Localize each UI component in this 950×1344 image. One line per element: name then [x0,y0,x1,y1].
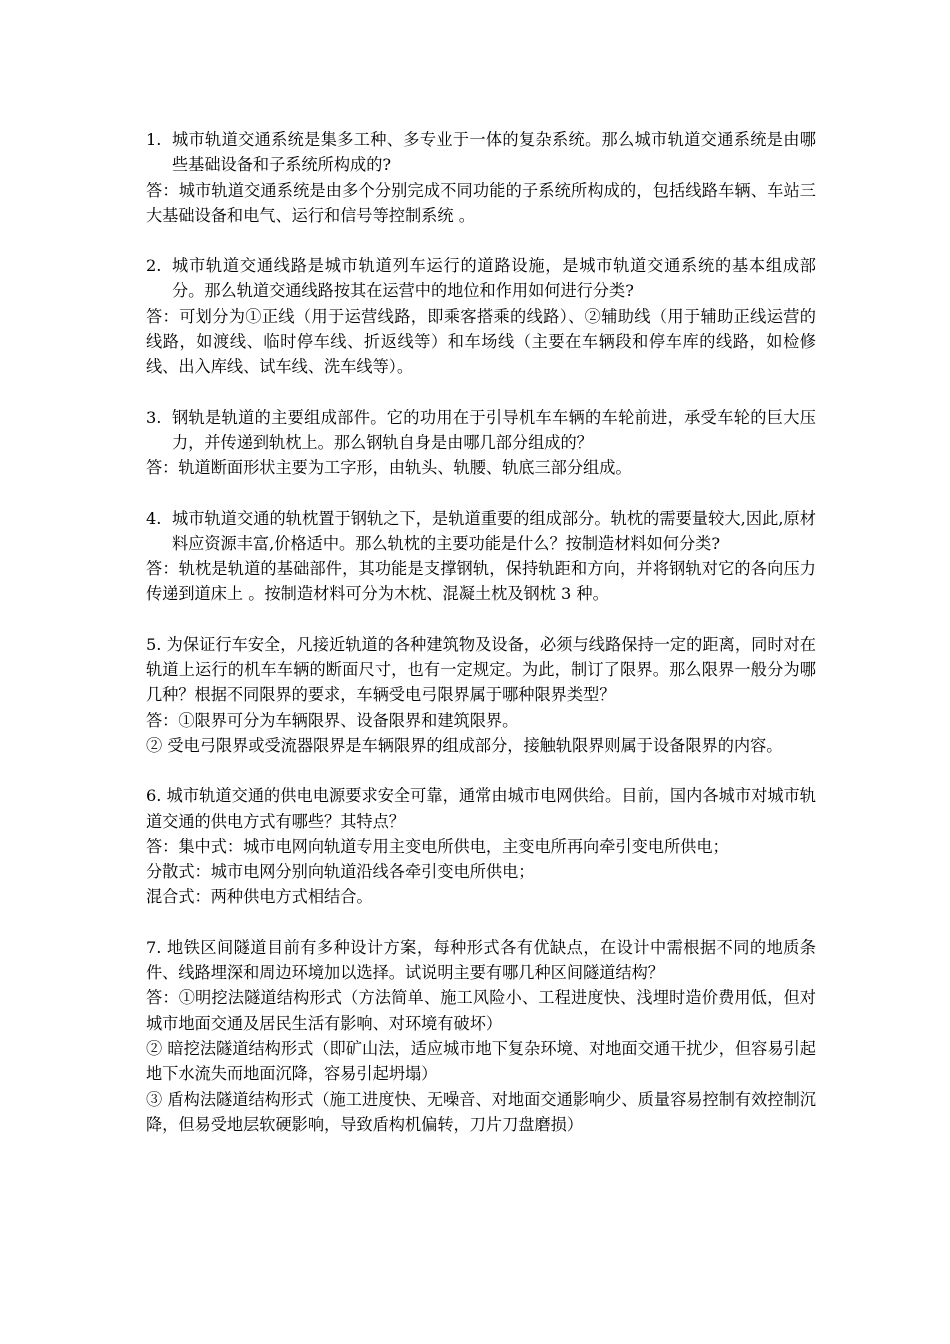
answer-1: 答：城市轨道交通系统是由多个分别完成不同功能的子系统所构成的，包括线路车辆、车站三大基础设备和电气、运行和信号等控制系统 。 [146,180,816,225]
answer-7-line: ③ 盾构法隧道结构形式（施工进度快、无噪音、对地面交通影响少、质量容易控制有效控制沉降，但易受地层软硬影响，导致盾构机偏转，刀片刀盘磨损） [146,1089,816,1134]
answer-5-point-2: ② 受电弓限界或受流器限界是车辆限界的组成部分，接触轨限界则属于设备限界的内容。 [146,735,783,755]
question-number: 4. [146,508,162,528]
answer-2: 答：可划分为①正线（用于运营线路，即乘客搭乘的线路）、②辅助线（用于辅助正线运营的线路，如渡线、临时停车线、折返线等）和车场线（主要在车辆段和停车库的线路，如检修线、出入库线、试车线、洗车线等）。 [146,306,816,377]
question-text: 城市轨道交通的轨枕置于钢轨之下，是轨道重要的组成部分。轨枕的需要量较大,因此,原材料应资源丰富,价格适中。那么轨枕的主要功能是什么？按制造材料如何分类? [172,508,816,553]
answer-5: 答：①限界可分为车辆限界、设备限界和建筑限界。 [146,710,519,730]
question-6: 6. 城市轨道交通的供电电源要求安全可靠，通常由城市电网供给。目前，国内各城市对城市轨道交通的供电方式有哪些？其特点？ [146,786,816,831]
question-text: 城市轨道交通线路是城市轨道列车运行的道路设施，是城市轨道交通系统的基本组成部分。那么轨道交通线路按其在运营中的地位和作用如何进行分类? [172,256,816,301]
question-number: 1. [146,130,162,149]
question-number: 2. [146,256,162,276]
answer-7-line: ② 暗挖法隧道结构形式（即矿山法，适应城市地下复杂环境、对地面交通干扰少，但容易引起地下水流失而地面沉降，容易引起坍塌） [146,1038,816,1084]
question-text: 城市轨道交通系统是集多工种、多专业于一体的复杂系统。那么城市轨道交通系统是由哪些基础设备和子系统所构成的? [172,130,816,175]
question-number: 3. [146,407,162,427]
question-2 [146,253,816,304]
qa-list [146,127,816,1137]
question-1 [146,127,816,178]
answer-4: 答：轨枕是轨道的基础部件，其功能是支撑钢轨，保持轨距和方向，并将钢轨对它的各向压力传递到道床上 。按制造材料可分为木枕、混凝土枕及钢枕 3 种。 [146,559,816,604]
question-5: 5. 为保证行车安全，凡接近轨道的各种建筑物及设备，必须与线路保持一定的距离，同时对在轨道上运行的机车车辆的断面尺寸，也有一定规定。为此，制订了限界。那么限界一般分为哪几种？根据不同限界的要求，车辆受电弓限界属于哪种限界类型？ [146,634,816,705]
answer-6-line: 答：集中式：城市电网向轨道专用主变电所供电，主变电所再向牵引变电所供电； [146,836,729,856]
question-7: 7. 地铁区间隧道目前有多种设计方案，每种形式各有优缺点，在设计中需根据不同的地质条件、线路埋深和周边环境加以选择。试说明主要有哪几种区间隧道结构？ [146,937,816,983]
answer-6-line: 混合式：两种供电方式相结合。 [146,887,373,907]
question-4 [146,506,816,557]
answer-6-line: 分散式：城市电网分别向轨道沿线各牵引变电所供电； [146,862,535,882]
answer-3: 答：轨道断面形状主要为工字形，由轨头、轨腰、轨底三部分组成。 [146,458,632,478]
question-text: 钢轨是轨道的主要组成部件。它的功用在于引导机车车辆的车轮前进，承受车轮的巨大压力，并传递到轨枕上。那么钢轨自身是由哪几部分组成的？ [172,407,816,452]
question-3 [146,405,816,456]
answer-7-line: 答：①明挖法隧道结构形式（方法简单、施工风险小、工程进度快、浅埋时造价费用低，但对城市地面交通及居民生活有影响、对环境有破坏） [146,988,816,1033]
